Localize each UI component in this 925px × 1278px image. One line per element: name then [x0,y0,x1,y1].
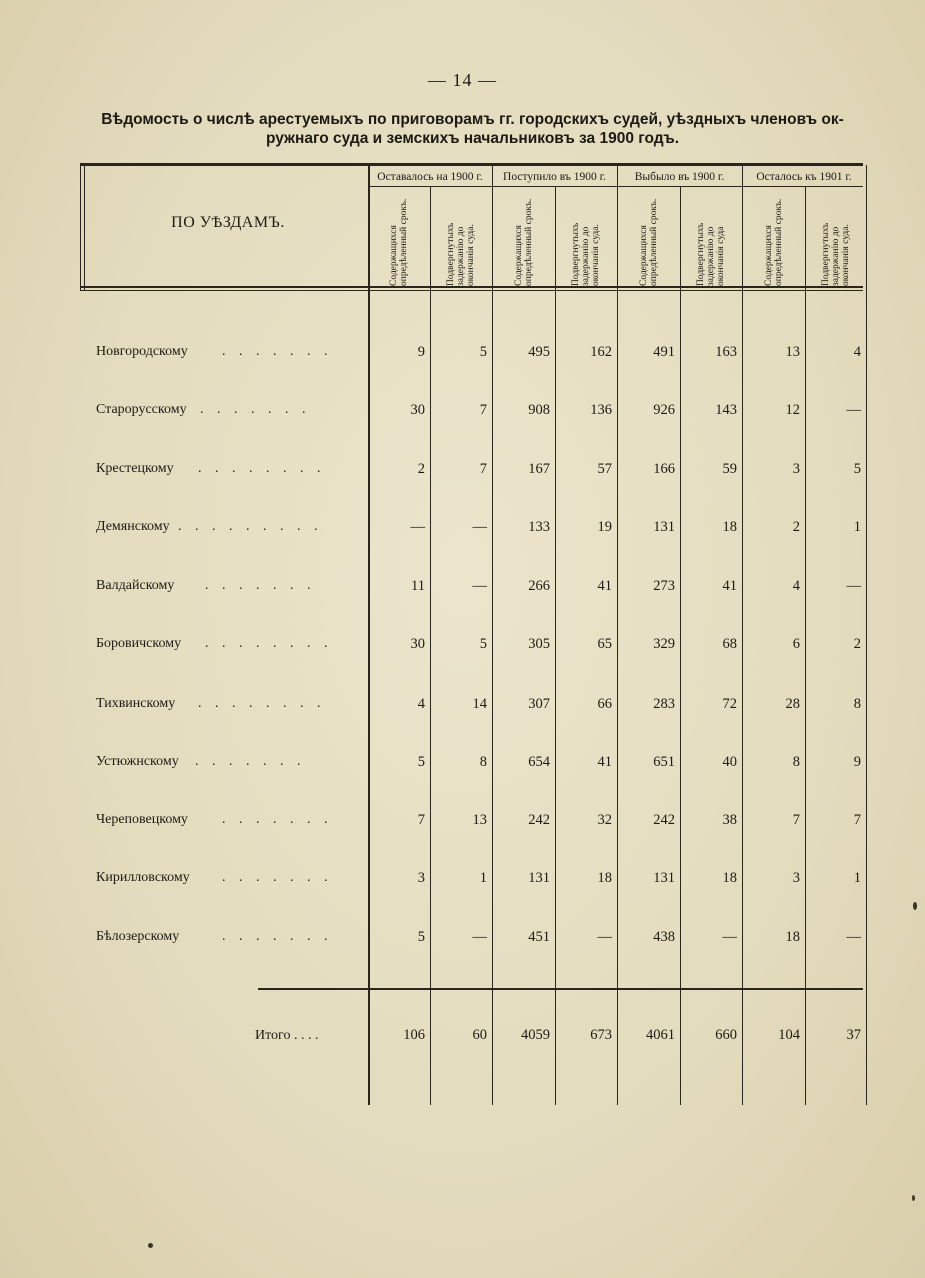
table-cell: 41 [597,754,612,770]
district-name: Крестецкому [96,461,174,476]
leader-dots: . . . . . . . [195,754,306,769]
table-cell: — [846,929,861,945]
column-rule [742,165,743,1105]
table-cell: 66 [597,696,612,712]
leader-dots: . . . . . . . . [205,636,333,651]
left-border-rule-2 [84,163,85,290]
table-cell: — [846,402,861,418]
table-cell: 329 [653,636,675,652]
table-cell: 68 [722,636,737,652]
table-top-rule [80,163,863,166]
page-number: — 14 — [428,70,497,90]
district-name: Демянскому [96,519,170,534]
table-cell: 13 [472,812,487,828]
leader-dots: . . . . . . . . . [178,519,323,534]
total-label: Итого . . . . [255,1028,319,1043]
leader-dots: . . . . . . . [222,929,333,944]
table-cell: 5 [417,929,425,945]
leader-dots: . . . . . . . . [198,461,326,476]
table-cell: 18 [597,870,612,886]
total-rule [258,988,863,990]
column-group-header: Осталось къ 1901 г. [756,171,852,183]
table-cell: 1 [479,870,487,886]
table-cell: 8 [853,696,861,712]
table-cell: 3 [792,870,800,886]
table-cell: 131 [528,870,550,886]
ink-speck [912,1195,915,1201]
column-subheader-text: Подвергнутыхъ задержанію до окончанія суда [696,222,726,286]
column-rule [430,186,431,1105]
table-cell: 19 [597,519,612,535]
leader-dots: . . . . . . . . [198,696,326,711]
column-rule [492,165,493,1105]
leader-dots: . . . . . . . [205,578,316,593]
column-subheader [617,190,680,288]
table-cell: 2 [853,636,861,652]
total-cell: 660 [715,1027,737,1043]
total-cell: 4061 [646,1027,675,1043]
table-cell: 40 [722,754,737,770]
table-cell: 4 [853,344,861,360]
table-cell: 32 [597,812,612,828]
table-cell: 41 [722,578,737,594]
table-cell: 4 [792,578,800,594]
table-cell: — [410,519,425,535]
table-cell: 6 [792,636,800,652]
ink-speck [913,902,917,910]
column-group-header: Поступило въ 1900 г. [503,171,606,183]
table-cell: 14 [472,696,487,712]
table-cell: 133 [528,519,550,535]
table-cell: 5 [479,636,487,652]
table-cell: 13 [785,344,800,360]
table-cell: 451 [528,929,550,945]
table-cell: — [597,929,612,945]
column-rule [617,165,618,1105]
column-subheader [430,190,492,288]
table-cell: 7 [853,812,861,828]
table-cell: 438 [653,929,675,945]
table-cell: — [472,519,487,535]
table-cell: 143 [715,402,737,418]
table-cell: 7 [479,461,487,477]
table-cell: 30 [410,636,425,652]
table-cell: 38 [722,812,737,828]
table-cell: 5 [479,344,487,360]
table-cell: 2 [417,461,425,477]
table-cell: 242 [528,812,550,828]
table-cell: 283 [653,696,675,712]
table-cell: 12 [785,402,800,418]
row-header: ПО УѢЗДАМЪ. [171,214,285,231]
table-cell: 1 [853,870,861,886]
document-title [80,110,865,148]
table-cell: 491 [653,344,675,360]
table-cell: — [472,929,487,945]
district-name: Бѣлозерскому [96,929,180,944]
table-cell: 651 [653,754,675,770]
table-cell: — [722,929,737,945]
column-subheader-text: Подвергнутыхъ задержанію до окончанія суда. [820,222,851,286]
column-subheader-text: Содержащихся опредѣленный срокъ. [389,198,409,286]
table-cell: 242 [653,812,675,828]
column-rule [805,186,806,1105]
total-cell: 37 [846,1027,861,1043]
table-cell: 7 [479,402,487,418]
table-cell: 1 [853,519,861,535]
column-subheader [680,190,742,288]
column-rule [680,186,681,1105]
table-cell: 3 [417,870,425,886]
table-cell: 131 [653,870,675,886]
ink-speck [148,1243,153,1248]
table-cell: 18 [722,519,737,535]
district-name: Новгородскому [96,344,188,359]
table-cell: 72 [722,696,737,712]
table-cell: 5 [853,461,861,477]
column-subheader-text: Подвергнутыхъ задержанію до окончанія суда. [446,222,476,286]
district-name: Валдайскому [96,578,175,593]
table-cell: 3 [792,461,800,477]
leader-dots: . . . . . . . [222,812,333,827]
table-cell: — [472,578,487,594]
title-line-1: Вѣдомость о числѣ арестуемыхъ по приговорамъ гг. городскихъ судей, уѣздныхъ членовъ ок- [101,111,844,128]
column-rule [555,186,556,1105]
table-cell: 908 [528,402,550,418]
group-header-rule [368,186,863,187]
table-cell: 30 [410,402,425,418]
table-cell: 8 [792,754,800,770]
table-cell: 166 [653,461,675,477]
column-subheader-text: Содержащихся опредѣленный срокъ. [638,198,659,286]
table-cell: — [846,578,861,594]
leader-dots: . . . . . . . [222,870,333,885]
table-cell: 307 [528,696,550,712]
column-group-header: Выбыло въ 1900 г. [634,171,725,183]
title-line-2: ружнаго суда и земскихъ начальниковъ за 1900 годъ. [265,130,680,147]
table-cell: 926 [653,402,675,418]
column-subheader-text: Содержащихся опредѣленный срокъ. [763,198,784,286]
table-cell: 495 [528,344,550,360]
table-cell: 162 [590,344,612,360]
table-cell: 131 [653,519,675,535]
table-cell: 8 [479,754,487,770]
total-cell: 673 [590,1027,612,1043]
left-border-rule [80,163,81,290]
district-name: Кирилловскому [96,870,190,885]
table-cell: 9 [853,754,861,770]
column-subheader [492,190,555,288]
table-cell: 41 [597,578,612,594]
table-cell: 305 [528,636,550,652]
column-subheader-text: Содержащихся опредѣленный срокъ. [513,198,534,286]
column-subheader [555,190,617,288]
table-cell: 4 [417,696,425,712]
column-subheader-text: Подвергнутыхъ задержанію до окончанія суда. [571,222,601,286]
total-cell: 104 [778,1027,800,1043]
column-rule [368,165,370,1105]
table-cell: 2 [792,519,800,535]
total-cell: 106 [403,1027,425,1043]
table-cell: 9 [417,344,425,360]
table-cell: 136 [590,402,612,418]
district-name: Старорусскому [96,402,187,417]
table-cell: 18 [722,870,737,886]
total-cell: 4059 [521,1027,550,1043]
header-bottom-rule-2 [80,290,863,291]
table-cell: 7 [417,812,425,828]
table-cell: 18 [785,929,800,945]
table-cell: 163 [715,344,737,360]
column-group-header: Оставалось на 1900 г. [377,171,483,183]
district-name: Боровичскому [96,636,182,651]
table-cell: 11 [411,578,425,594]
table-cell: 7 [792,812,800,828]
table-cell: 28 [785,696,800,712]
table-cell: 5 [417,754,425,770]
leader-dots: . . . . . . . [200,402,311,417]
table-cell: 167 [528,461,550,477]
table-cell: 273 [653,578,675,594]
district-name: Череповецкому [96,812,188,827]
column-subheader [368,190,430,288]
total-cell: 60 [472,1027,487,1043]
column-subheader [805,190,866,288]
district-name: Тихвинскому [96,696,176,711]
table-cell: 266 [528,578,550,594]
column-subheader [742,190,805,288]
district-name: Устюжнскому [96,754,179,769]
leader-dots: . . . . . . . [222,344,333,359]
header-bottom-rule [80,286,863,288]
table-cell: 65 [597,636,612,652]
table-cell: 57 [597,461,612,477]
table-cell: 59 [722,461,737,477]
table-cell: 654 [528,754,550,770]
column-rule [866,165,867,1105]
